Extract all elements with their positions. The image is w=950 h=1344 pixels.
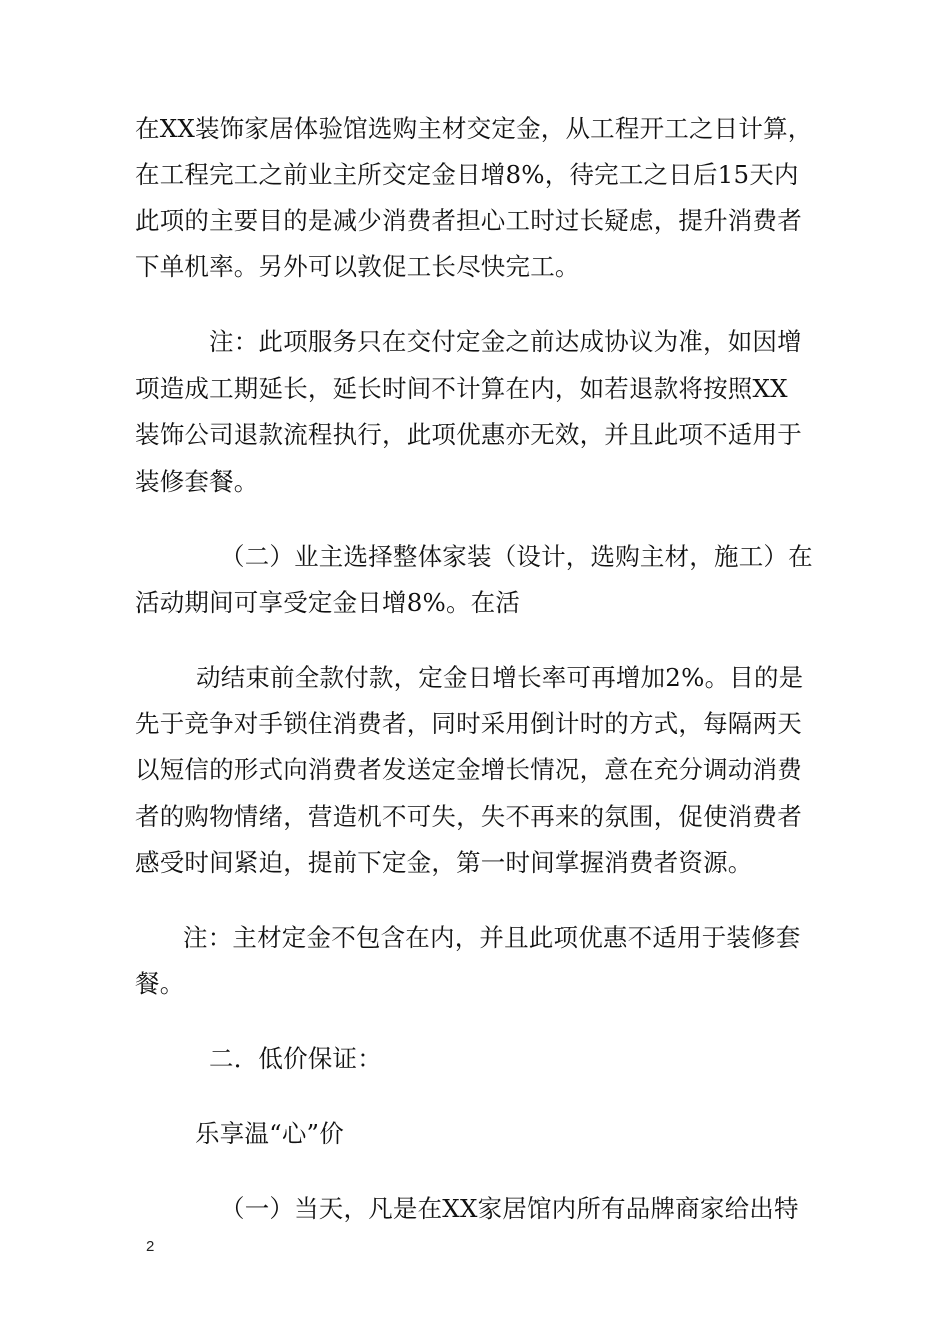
section-heading: 二．低价保证：	[209, 1044, 382, 1073]
text-line: 动结束前全款付款，定金日增长率可再增加2%。目的是	[196, 663, 804, 692]
text-line: （一）当天，凡是在XX家居馆内所有品牌商家给出特	[220, 1194, 799, 1223]
text-line: 乐享温“心”价	[195, 1119, 344, 1148]
text-line: 在工程完工之前业主所交定金日增8%，待完工之日后15天内	[135, 160, 799, 189]
text-line: 者的购物情绪，营造机不可失，失不再来的氛围，促使消费者	[135, 802, 802, 831]
text-line: 活动期间可享受定金日增8%。在活	[135, 588, 521, 617]
text-line: 下单机率。另外可以敦促工长尽快完工。	[135, 252, 580, 281]
text-line: 在XX装饰家居体验馆选购主材交定金，从工程开工之日计算，	[135, 114, 813, 143]
text-line: 项造成工期延长，延长时间不计算在内，如若退款将按照XX	[135, 374, 788, 403]
text-line: 注：主材定金不包含在内，并且此项优惠不适用于装修套	[183, 923, 801, 952]
text-line: 先于竞争对手锁住消费者，同时采用倒计时的方式，每隔两天	[135, 709, 802, 738]
text-line: 注：此项服务只在交付定金之前达成协议为准，如因增	[209, 327, 802, 356]
text-line: 感受时间紧迫，提前下定金，第一时间掌握消费者资源。	[135, 848, 753, 877]
text-line: 装饰公司退款流程执行，此项优惠亦无效，并且此项不适用于	[135, 420, 802, 449]
text-line: 此项的主要目的是减少消费者担心工时过长疑虑，提升消费者	[135, 206, 802, 235]
text-line: 以短信的形式向消费者发送定金增长情况，意在充分调动消费	[135, 755, 802, 784]
page-number: 2	[146, 1238, 155, 1255]
text-line: 装修套餐。	[135, 467, 259, 496]
text-line: 餐。	[135, 969, 185, 998]
text-line: （二）业主选择整体家装（设计，选购主材，施工）在	[220, 542, 813, 571]
